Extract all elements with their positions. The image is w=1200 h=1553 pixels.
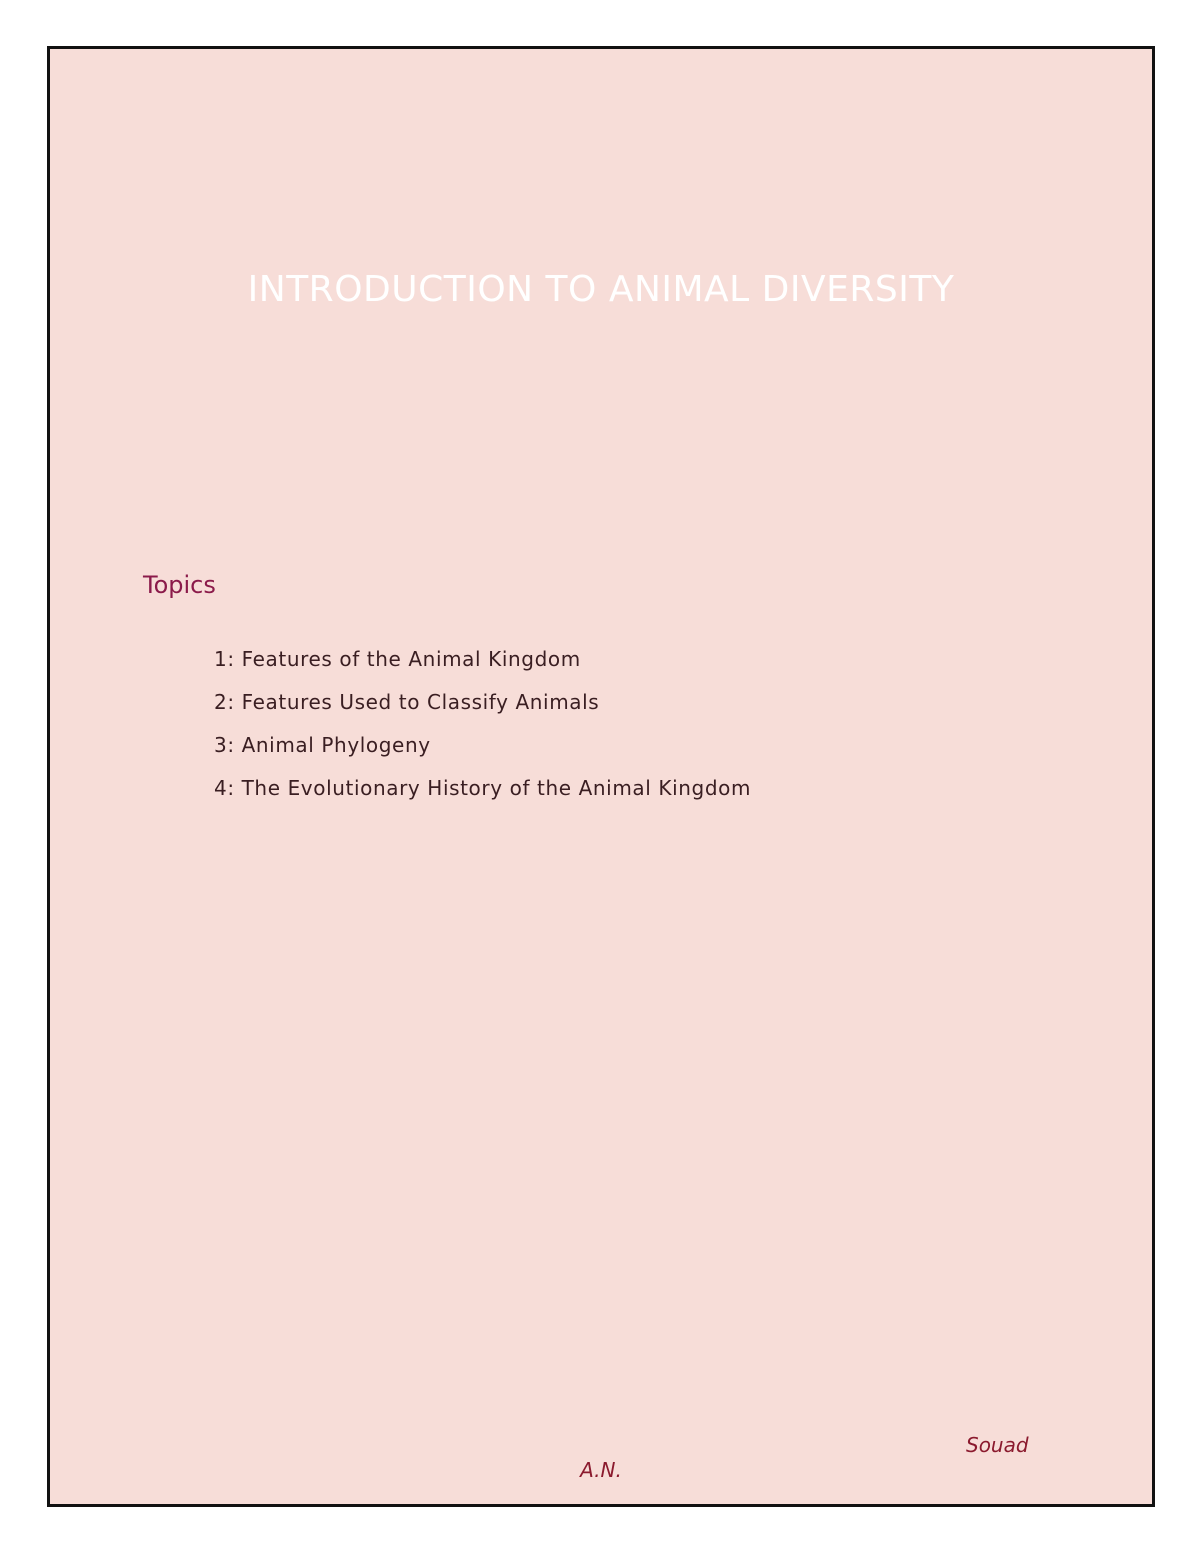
topic-item: 2: Features Used to Classify Animals: [214, 690, 600, 714]
topic-item: 3: Animal Phylogeny: [214, 733, 431, 757]
topics-heading: Topics: [143, 571, 216, 599]
author-first-name: Souad: [966, 1433, 1029, 1457]
topics-list: [214, 644, 751, 816]
topic-item: 1: Features of the Animal Kingdom: [214, 647, 581, 671]
cover-page: [47, 46, 1155, 1507]
topic-item: 4: The Evolutionary History of the Animal Kingdom: [214, 776, 752, 800]
author-initials: A.N.: [580, 1458, 622, 1482]
document-title: INTRODUCTION TO ANIMAL DIVERSITY: [247, 269, 955, 310]
